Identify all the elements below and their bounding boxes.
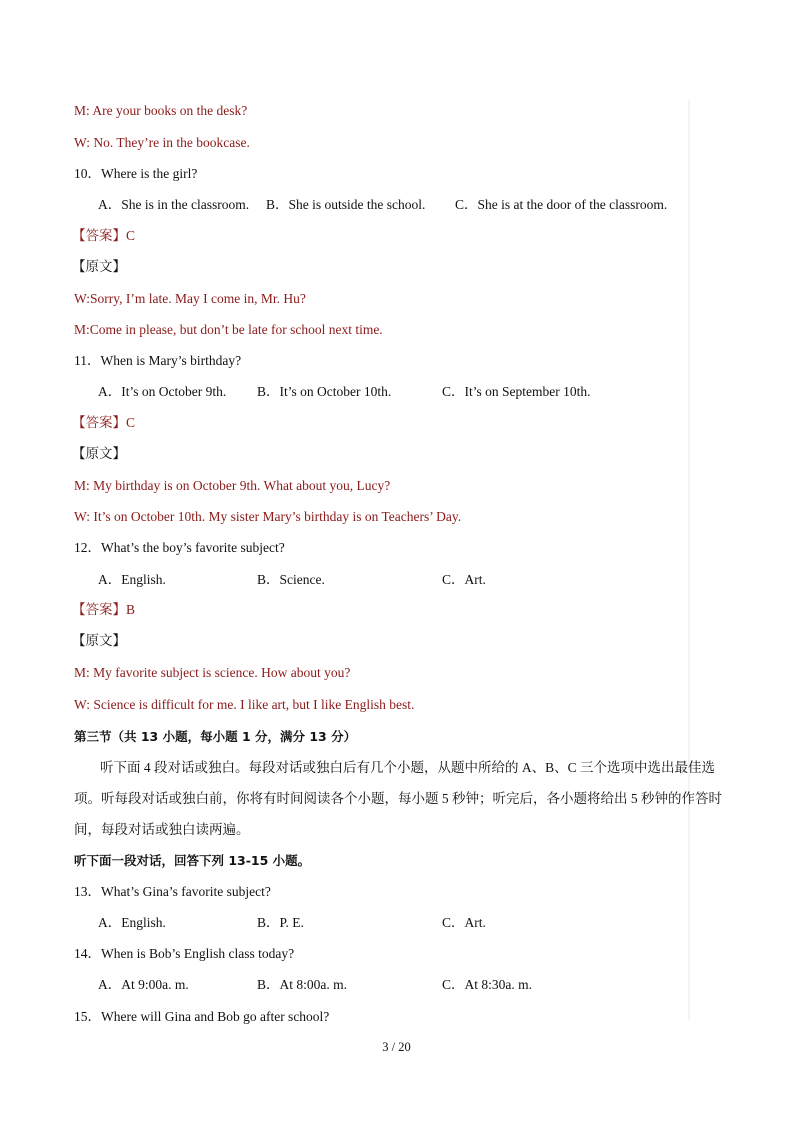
option-b: B．At 8:00a. m. <box>257 977 347 992</box>
option-a: A．It’s on October 9th. <box>98 384 227 399</box>
option-b: B．It’s on October 10th. <box>257 384 392 399</box>
option-c: C．It’s on September 10th. <box>442 384 591 399</box>
question-10: 10．Where is the girl? <box>74 166 198 181</box>
transcript-line: M: My birthday is on October 9th. What about you, Lucy? <box>74 478 391 493</box>
option-b: B．P. E. <box>257 915 304 930</box>
scan-artifact <box>688 100 690 1020</box>
option-c: C．At 8:30a. m. <box>442 977 532 992</box>
question-15: 15．Where will Gina and Bob go after school? <box>74 1009 330 1024</box>
option-b: B．Science. <box>257 572 325 587</box>
answer-label: 【答案】C <box>72 415 136 430</box>
option-a: A．She is in the classroom. <box>98 197 250 212</box>
question-11: 11．When is Mary’s birthday? <box>74 353 242 368</box>
answer-label: 【答案】C <box>72 228 136 243</box>
option-a: A．At 9:00a. m. <box>98 977 189 992</box>
transcript-line: M: My favorite subject is science. How about you? <box>74 665 351 680</box>
sub-heading: 听下面一段对话，回答下列 13-15 小题。 <box>74 853 311 868</box>
transcript-line: W: It’s on October 10th. My sister Mary’s birthday is on Teachers’ Day. <box>74 509 462 524</box>
instructions-paragraph: 听下面 4 段对话或独白。每段对话或独白后有几个小题，从题中所给的 A、B、C 三个选项中选出最佳选项。听每段对话或独白前，你将有时间阅读各个小题，每小题 5 秒钟；听完后，各小题将给出 5 秒钟的作答时间，每段对话或独白读两遍。 <box>74 760 722 837</box>
option-b: B．She is outside the school. <box>266 197 426 212</box>
original-text-label: 【原文】 <box>72 446 126 461</box>
answer-label: 【答案】B <box>72 602 136 617</box>
option-c: C．She is at the door of the classroom. <box>455 197 668 212</box>
original-text-label: 【原文】 <box>72 633 126 648</box>
option-c: C．Art. <box>442 572 486 587</box>
option-a: A．English. <box>98 915 166 930</box>
page-number: 3 / 20 <box>382 1040 411 1054</box>
transcript-line: W: No. They’re in the bookcase. <box>74 135 250 150</box>
question-12: 12．What’s the boy’s favorite subject? <box>74 540 285 555</box>
option-a: A．English. <box>98 572 166 587</box>
question-13: 13．What’s Gina’s favorite subject? <box>74 884 271 899</box>
transcript-line: W:Sorry, I’m late. May I come in, Mr. Hu? <box>74 291 306 306</box>
transcript-line: M: Are your books on the desk? <box>74 103 248 118</box>
transcript-line: W: Science is difficult for me. I like art, but I like English best. <box>74 697 415 712</box>
question-14: 14．When is Bob’s English class today? <box>74 946 295 961</box>
section-heading: 第三节（共 13 小题，每小题 1 分，满分 13 分） <box>74 729 357 744</box>
original-text-label: 【原文】 <box>72 259 126 274</box>
transcript-line: M:Come in please, but don’t be late for school next time. <box>74 322 383 337</box>
option-c: C．Art. <box>442 915 486 930</box>
